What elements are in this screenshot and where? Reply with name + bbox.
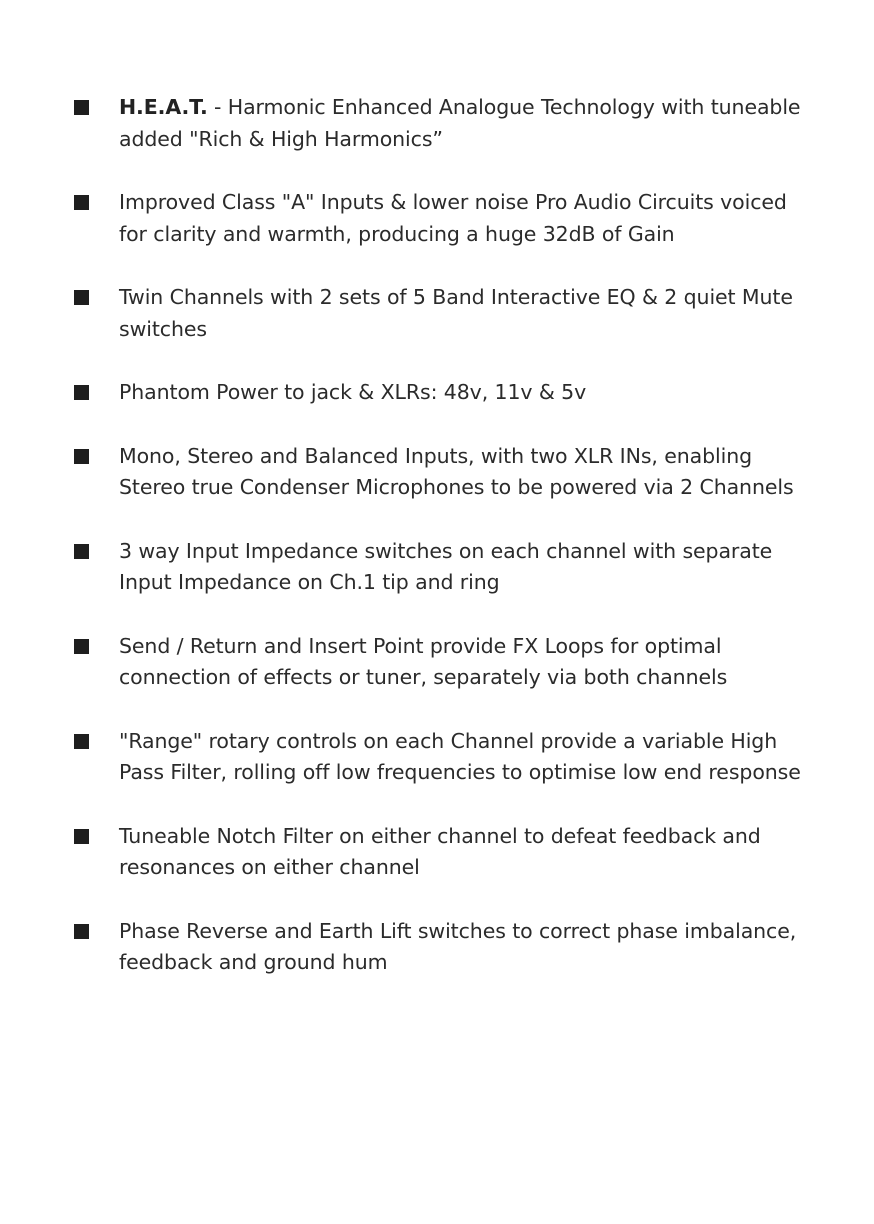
square-bullet-icon (74, 829, 89, 844)
feature-item-range-filter (72, 726, 812, 789)
feature-text: Improved Class "A" Inputs & lower noise Pro Audio Circuits voiced for clarity and warmth, producing a huge 32dB of Gain (119, 190, 787, 246)
feature-text: 3 way Input Impedance switches on each channel with separate Input Impedance on Ch.1 tip and ring (119, 538, 773, 594)
feature-text: Tuneable Notch Filter on either channel to defeat feedback and resonances on either channel (119, 823, 761, 879)
feature-text: Phase Reverse and Earth Lift switches to correct phase imbalance, feedback and ground hum (119, 918, 797, 974)
feature-text: "Range" rotary controls on each Channel provide a variable High Pass Filter, rolling off low frequencies to optimise low end response (119, 728, 801, 784)
feature-text: Send / Return and Insert Point provide FX Loops for optimal connection of effects or tuner, separately via both channels (119, 633, 728, 689)
feature-text: Mono, Stereo and Balanced Inputs, with two XLR INs, enabling Stereo true Condenser Microphones to be powered via 2 Channels (119, 443, 794, 499)
feature-item-class-a-inputs (72, 187, 812, 250)
square-bullet-icon (74, 449, 89, 464)
square-bullet-icon (74, 544, 89, 559)
feature-item-impedance (72, 536, 812, 599)
feature-item-twin-channels (72, 282, 812, 345)
square-bullet-icon (74, 385, 89, 400)
feature-item-heat (72, 92, 812, 155)
square-bullet-icon (74, 734, 89, 749)
feature-item-inputs (72, 441, 812, 504)
feature-item-notch-filter (72, 821, 812, 884)
square-bullet-icon (74, 100, 89, 115)
feature-item-fx-loops (72, 631, 812, 694)
feature-item-phantom-power (72, 377, 812, 409)
feature-lead: H.E.A.T. (119, 95, 208, 119)
square-bullet-icon (74, 639, 89, 654)
feature-text: - Harmonic Enhanced Analogue Technology with tuneable added "Rich & High Harmonics” (119, 95, 801, 151)
square-bullet-icon (74, 195, 89, 210)
feature-list (72, 92, 812, 1011)
feature-text: Twin Channels with 2 sets of 5 Band Interactive EQ & 2 quiet Mute switches (119, 285, 793, 341)
square-bullet-icon (74, 924, 89, 939)
square-bullet-icon (74, 290, 89, 305)
feature-text: Phantom Power to jack & XLRs: 48v, 11v & 5v (119, 380, 587, 404)
feature-item-phase-earth (72, 916, 812, 979)
